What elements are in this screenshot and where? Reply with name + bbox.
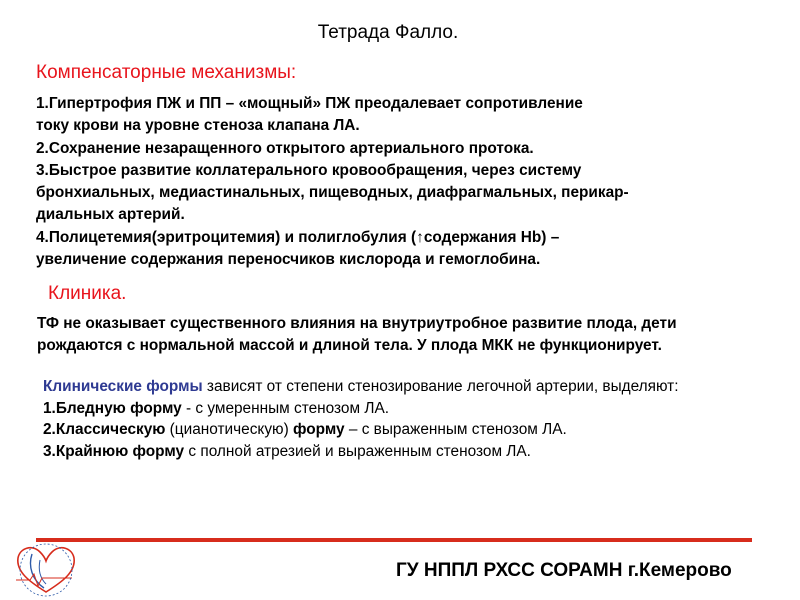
footer-organization: ГУ НППЛ РХСС СОРАМН г.Кемерово	[396, 560, 732, 581]
heart-logo-icon	[10, 540, 82, 600]
form-item-bold: 2.Классическую	[43, 421, 166, 438]
forms-intro	[43, 376, 783, 398]
forms-intro-text: зависят от степени стенозирование легочной артерии, выделяют:	[202, 378, 679, 395]
form-item	[43, 419, 783, 441]
list-item: току крови на уровне стеноза клапана ЛА.	[36, 117, 360, 135]
page-title: Тетрада Фалло.	[317, 22, 459, 43]
text-line: рождаются с нормальной массой и длиной тела. У плода МКК не функционирует.	[37, 337, 662, 354]
clinical-forms	[43, 376, 783, 462]
form-item-text: - с умеренным стенозом ЛА.	[181, 399, 389, 417]
form-item-bold: форму	[292, 421, 345, 438]
compensatory-list	[36, 93, 756, 271]
clinic-heading: Клиника.	[48, 283, 127, 304]
form-item-bold: 3.Крайнюю форму	[43, 442, 185, 460]
list-item: бронхиальных, медиастинальных, пищеводных, диафрагмальных, перикар-	[36, 184, 629, 202]
list-item: диальных артерий.	[36, 206, 185, 224]
form-item-text: – с выраженным стенозом ЛА.	[344, 421, 567, 438]
clinic-paragraph	[37, 313, 787, 357]
list-item: 4.Полицетемия(эритроцитемия) и полиглобулия (↑содержания Hb) –	[36, 228, 560, 246]
list-item: 3.Быстрое развитие коллатерального кровообращения, через систему	[36, 161, 582, 179]
form-item-text: с полной атрезией и выраженным стенозом ЛА.	[184, 442, 531, 460]
list-item: 1.Гипертрофия ПЖ и ПП – «мощный» ПЖ преодалевает сопротивление	[36, 95, 583, 112]
list-item: 2.Сохранение незаращенного открытого артериального протока.	[36, 139, 534, 157]
forms-intro-bold: Клинические формы	[43, 378, 203, 395]
form-item	[43, 441, 783, 463]
text-line: ТФ не оказывает существенного влияния на внутриутробное развитие плода, дети	[37, 315, 677, 332]
list-item: увеличение содержания переносчиков кислорода и гемоглобина.	[36, 251, 541, 269]
form-item-bold: 1.Бледную форму	[43, 399, 182, 417]
divider-line	[36, 538, 752, 542]
form-item	[43, 398, 783, 420]
form-item-text: (цианотическую)	[165, 421, 293, 438]
compensatory-heading: Компенсаторные механизмы:	[36, 62, 297, 83]
